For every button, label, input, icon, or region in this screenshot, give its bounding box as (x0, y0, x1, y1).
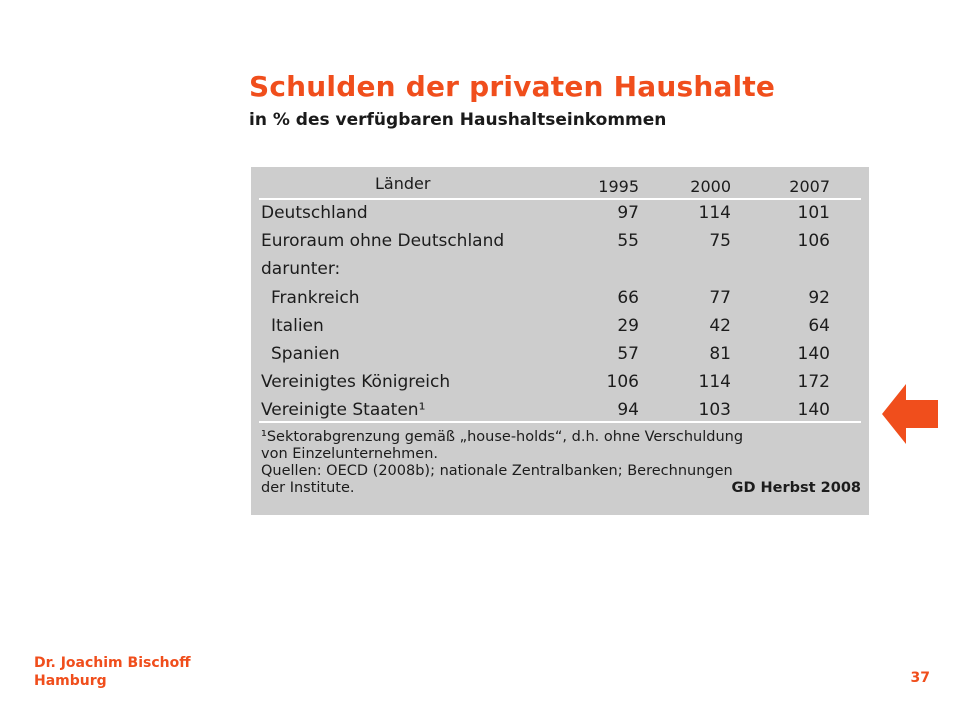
footnote-line: ¹Sektorabgrenzung gemäß „house-holds“, d.h. ohne Verschuldung (261, 429, 744, 445)
footnote-last-line (261, 480, 861, 497)
footnote-line: der Institute. (261, 480, 355, 496)
value-1995: 94 (617, 400, 639, 421)
table-row (259, 283, 861, 311)
value-1995: 57 (617, 343, 639, 364)
country-name: Italien (271, 315, 324, 336)
table-row (259, 367, 861, 395)
table-body (259, 198, 861, 424)
author-city: Hamburg (34, 673, 107, 689)
page-number: 37 (910, 670, 930, 686)
table-footer-divider (259, 421, 861, 423)
value-1995: 29 (617, 315, 639, 336)
table-row (259, 311, 861, 339)
value-2000: 77 (709, 287, 731, 308)
country-name: Spanien (271, 343, 340, 364)
column-header-countries: Länder (375, 174, 431, 193)
country-name: Vereinigte Staaten¹ (261, 400, 426, 421)
footnote-line: Quellen: OECD (2008b); nationale Zentralbanken; Berechnungen (261, 463, 733, 479)
table-row (259, 395, 861, 423)
column-header-2000: 2000 (690, 177, 731, 196)
value-2007: 140 (797, 400, 830, 421)
table-row (259, 254, 861, 282)
slide-subtitle: in % des verfügbaren Haushaltseinkommen (249, 110, 667, 130)
country-name: Frankreich (271, 287, 360, 308)
column-header-1995: 1995 (598, 177, 639, 196)
value-1995: 55 (617, 231, 639, 252)
country-name: Deutschland (261, 203, 368, 223)
slide-title: Schulden der privaten Haushalte (249, 70, 776, 103)
author-info (34, 654, 191, 690)
footnote-line: von Einzelunternehmen. (261, 446, 439, 462)
value-2000: 75 (709, 231, 731, 252)
value-1995: 97 (617, 203, 639, 223)
value-2007: 106 (797, 231, 830, 252)
country-name: Euroraum ohne Deutschland (261, 231, 505, 252)
value-1995: 66 (617, 287, 639, 308)
value-2007: 172 (797, 372, 830, 393)
table-row (259, 226, 861, 254)
group-label: darunter: (261, 259, 341, 280)
value-2007: 64 (808, 315, 830, 336)
country-name: Vereinigtes Königreich (261, 372, 451, 393)
debt-table (251, 167, 869, 515)
table-footnote (261, 429, 861, 497)
value-2007: 92 (808, 287, 830, 308)
table-header-row (259, 170, 861, 200)
back-arrow-icon[interactable] (882, 384, 938, 444)
value-2000: 114 (698, 372, 731, 393)
author-name: Dr. Joachim Bischoff (34, 655, 191, 671)
column-header-2007: 2007 (789, 177, 830, 196)
value-1995: 106 (606, 372, 639, 393)
value-2000: 81 (709, 343, 731, 364)
value-2000: 42 (709, 315, 731, 336)
table-row (259, 198, 861, 226)
value-2000: 103 (698, 400, 731, 421)
table-source: GD Herbst 2008 (731, 480, 861, 496)
value-2007: 101 (797, 203, 830, 223)
table-row (259, 339, 861, 367)
value-2000: 114 (698, 203, 731, 223)
back-arrow-shape (882, 384, 938, 444)
value-2007: 140 (797, 343, 830, 364)
